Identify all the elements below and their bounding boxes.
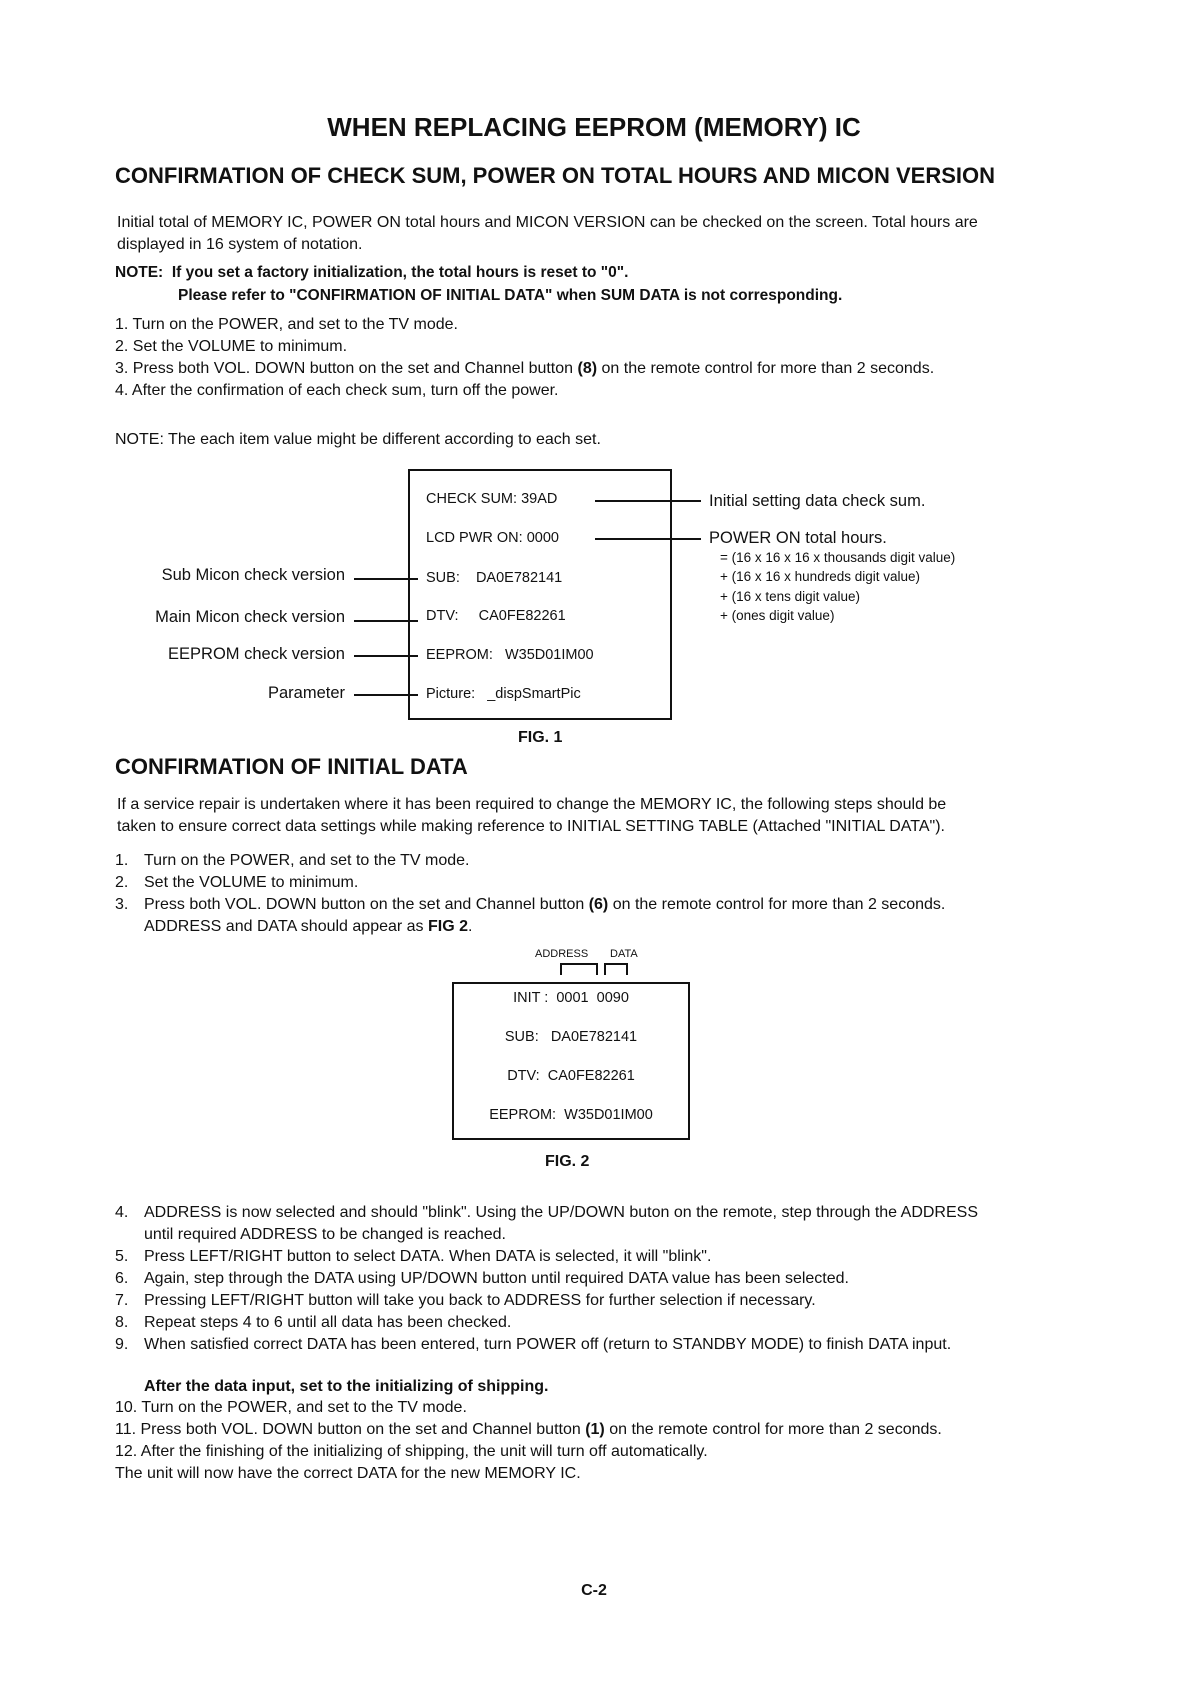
paragraph: displayed in 16 system of notation. [117, 236, 363, 253]
step-text: When satisfied correct DATA has been entered, turn POWER off (return to STANDBY MODE) to finish DATA input. [144, 1336, 952, 1353]
formula-line: + (16 x 16 x hundreds digit value) [720, 569, 920, 584]
step-number: 2. [115, 874, 129, 891]
step [115, 1314, 511, 1332]
formula-line: + (16 x tens digit value) [720, 589, 860, 604]
fig2-row: DTV: CA0FE82261 [507, 1068, 635, 1084]
note-text: Please refer to "CONFIRMATION OF INITIAL DATA" when SUM DATA is not corresponding. [178, 287, 843, 304]
page-title: WHEN REPLACING EEPROM (MEMORY) IC [327, 112, 861, 142]
section-heading-checksum: CONFIRMATION OF CHECK SUM, POWER ON TOTAL HOURS AND MICON VERSION [115, 163, 995, 188]
step-text: Again, step through the DATA using UP/DOWN button until required DATA value has been selected. [144, 1270, 849, 1287]
step [115, 1421, 942, 1439]
fig1-row: CHECK SUM: 39AD [426, 491, 558, 507]
step-number: 6. [115, 1270, 129, 1287]
fig1-right-label: Initial setting data check sum. [709, 492, 926, 510]
leader-line [595, 538, 701, 540]
step-text: Press both VOL. DOWN button on the set and Channel button [144, 896, 589, 913]
step [115, 852, 470, 870]
fig1-row: EEPROM: W35D01IM00 [426, 647, 594, 663]
step-text: Press LEFT/RIGHT button to select DATA. When DATA is selected, it will "blink". [144, 1248, 712, 1265]
step-number: 3. [115, 896, 129, 913]
final-note: The unit will now have the correct DATA for the new MEMORY IC. [115, 1465, 581, 1482]
page-number: C-2 [581, 1582, 607, 1599]
step-number: 8. [115, 1314, 129, 1331]
data-label: DATA [610, 948, 638, 960]
step: ADDRESS and DATA should appear as FIG 2. [144, 918, 473, 935]
step-bold: (1) [585, 1421, 605, 1438]
fig1-row: DTV: CA0FE82261 [426, 608, 566, 624]
fig1-row: SUB: DA0E782141 [426, 570, 563, 586]
paragraph: If a service repair is undertaken where it has been required to change the MEMORY IC, the following steps should be [117, 796, 947, 813]
step-text: Turn on the POWER, and set to the TV mode. [144, 852, 470, 869]
note-label: NOTE: [115, 264, 164, 281]
step [115, 1292, 816, 1310]
shipping-heading: After the data input, set to the initializing of shipping. [144, 1378, 549, 1395]
step: 4. After the confirmation of each check sum, turn off the power. [115, 382, 559, 399]
leader-line [354, 620, 418, 622]
step-number: 4. [115, 1204, 129, 1221]
leader-line [354, 578, 418, 580]
step-number: 9. [115, 1336, 129, 1353]
step [115, 1270, 849, 1288]
step-text: until required ADDRESS to be changed is reached. [144, 1226, 506, 1243]
step [115, 1226, 506, 1244]
step-number: 1. [115, 852, 129, 869]
fig2-row: INIT : 0001 0090 [513, 990, 629, 1006]
step-text: ADDRESS is now selected and should "blink". Using the UP/DOWN buton on the remote, step through the ADDRESS [144, 1204, 978, 1221]
address-label: ADDRESS [535, 948, 589, 960]
fig1-left-label: EEPROM check version [168, 645, 345, 663]
step [115, 874, 358, 892]
fig1-row: LCD PWR ON: 0000 [426, 530, 559, 546]
step: 2. Set the VOLUME to minimum. [115, 338, 348, 355]
section-heading-initial-data: CONFIRMATION OF INITIAL DATA [115, 754, 468, 779]
fig1-left-label: Parameter [267, 684, 345, 702]
step-text: Pressing LEFT/RIGHT button will take you back to ADDRESS for further selection if necessary. [144, 1292, 816, 1309]
step-number: 5. [115, 1248, 129, 1265]
step-text: ADDRESS and DATA should appear as [144, 918, 428, 935]
paragraph: taken to ensure correct data settings while making reference to INITIAL SETTING TABLE (Attached "INITIAL DATA"). [117, 818, 945, 835]
step [115, 1248, 711, 1266]
step-text: on the remote control for more than 2 seconds. [597, 360, 935, 377]
fig1-row: Picture: _dispSmartPic [426, 686, 581, 702]
leader-line [595, 500, 701, 502]
fig1-left-label: Sub Micon check version [161, 566, 345, 584]
formula-line: = (16 x 16 x 16 x thousands digit value) [720, 550, 956, 565]
paragraph: Initial total of MEMORY IC, POWER ON total hours and MICON VERSION can be checked on the screen. Total hours are [117, 214, 978, 231]
step-bold: (8) [577, 360, 598, 377]
fig1-right-label: POWER ON total hours. [709, 529, 887, 547]
step: 10. Turn on the POWER, and set to the TV mode. [115, 1399, 467, 1416]
step [115, 896, 945, 914]
fig2-row: EEPROM: W35D01IM00 [489, 1107, 653, 1123]
step-text: 11. Press both VOL. DOWN button on the set and Channel button [115, 1421, 586, 1438]
step-bold: (6) [588, 896, 609, 913]
fig2-row: SUB: DA0E782141 [504, 1029, 638, 1045]
step [115, 1204, 978, 1222]
address-bracket [560, 963, 598, 975]
step [115, 1336, 951, 1354]
step [115, 360, 934, 378]
step-text: on the remote control for more than 2 seconds. [604, 1421, 942, 1438]
fig1-caption: FIG. 1 [518, 729, 563, 746]
note-text: If you set a factory initialization, the total hours is reset to "0". [171, 264, 629, 281]
step-bold: FIG 2 [428, 918, 469, 935]
step-text: 3. Press both VOL. DOWN button on the set and Channel button [115, 360, 574, 377]
note [115, 264, 628, 282]
fig2-caption: FIG. 2 [545, 1153, 590, 1170]
note-bottom: NOTE: The each item value might be different according to each set. [115, 431, 601, 448]
step: 1. Turn on the POWER, and set to the TV mode. [115, 316, 458, 333]
step: 12. After the finishing of the initializing of shipping, the unit will turn off automatically. [115, 1443, 708, 1460]
fig1-left-label: Main Micon check version [155, 608, 345, 626]
leader-line [354, 655, 418, 657]
step-text: Repeat steps 4 to 6 until all data has been checked. [144, 1314, 512, 1331]
data-bracket [604, 963, 628, 975]
formula-line: + (ones digit value) [720, 608, 835, 623]
step-text: Set the VOLUME to minimum. [144, 874, 359, 891]
leader-line [354, 694, 418, 696]
step-text: on the remote control for more than 2 seconds. [608, 896, 946, 913]
step-number: 7. [115, 1292, 129, 1309]
